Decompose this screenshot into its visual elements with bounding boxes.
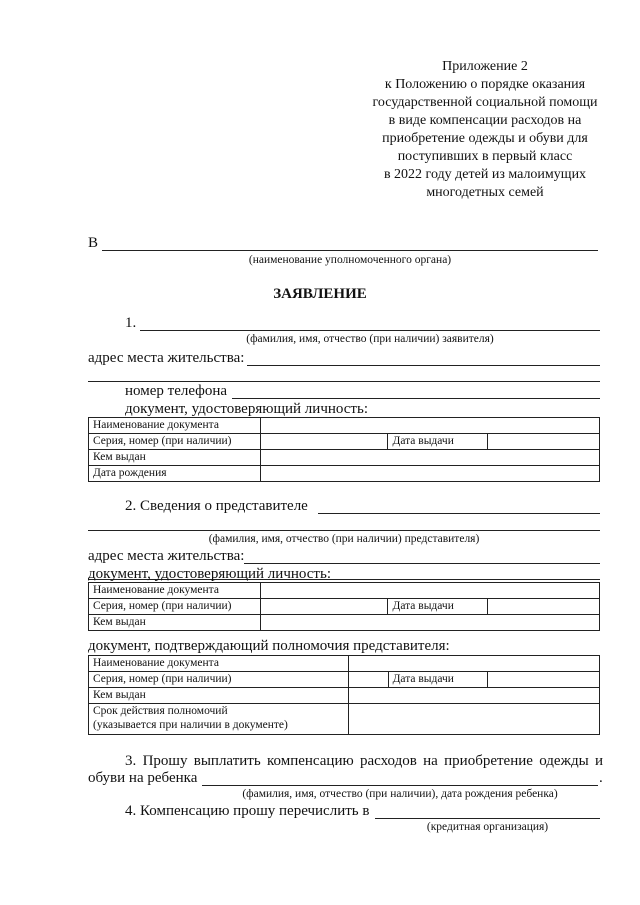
- validity-cell[interactable]: [348, 704, 599, 735]
- issue-date-label: Дата выдачи: [388, 434, 488, 450]
- issued-by-label: Кем выдан: [89, 450, 261, 466]
- applicant-address-field[interactable]: [247, 365, 600, 366]
- authority-doc-table: [88, 655, 600, 735]
- appendix-line: в виде компенсации расходов на: [388, 113, 582, 128]
- table-row: [89, 583, 600, 599]
- applicant-phone-field[interactable]: [232, 398, 600, 399]
- table-row: [89, 599, 600, 615]
- appendix-header: [350, 58, 620, 202]
- child-fio-field[interactable]: [202, 785, 598, 786]
- bank-field[interactable]: [375, 818, 600, 819]
- representative-fio-caption: (фамилия, имя, отчество (при наличии) представителя): [208, 533, 480, 545]
- section2-heading: 2. Сведения о представителе: [125, 498, 308, 514]
- representative-fio-field[interactable]: [88, 530, 600, 531]
- representative-id-table: [88, 582, 600, 631]
- validity-label: [89, 704, 349, 735]
- table-row: [89, 615, 600, 631]
- doc-name-cell[interactable]: [260, 583, 599, 599]
- addressee-caption: (наименование уполномоченного органа): [248, 254, 452, 266]
- issued-by-cell[interactable]: [260, 615, 599, 631]
- series-cell[interactable]: [348, 672, 388, 688]
- series-label: Серия, номер (при наличии): [89, 434, 261, 450]
- issued-by-cell[interactable]: [348, 688, 599, 704]
- representative-id-label: документ, удостоверяющий личность:: [88, 566, 331, 582]
- doc-name-cell[interactable]: [348, 656, 599, 672]
- appendix-line: Приложение 2: [442, 59, 528, 74]
- series-cell[interactable]: [260, 434, 388, 450]
- table-row: [89, 434, 600, 450]
- child-fio-caption: (фамилия, имя, отчество (при наличии), дата рождения ребенка): [242, 788, 558, 800]
- section3-text: 3. Прошу выплатить компенсацию расходов на приобретение одежды и: [125, 753, 603, 769]
- issued-by-label: Кем выдан: [89, 688, 349, 704]
- table-row: [89, 688, 600, 704]
- applicant-fio-field[interactable]: [140, 330, 600, 331]
- table-row: [89, 672, 600, 688]
- table-row: [89, 656, 600, 672]
- section3-period: .: [599, 770, 603, 786]
- appendix-line: в 2022 году детей из малоимущих: [383, 167, 587, 182]
- doc-name-label: Наименование документа: [89, 418, 261, 434]
- representative-address-field[interactable]: [244, 563, 600, 564]
- section1-number: 1.: [125, 315, 137, 331]
- table-row: [89, 704, 600, 735]
- applicant-id-table: [88, 417, 600, 482]
- doc-name-cell[interactable]: [260, 418, 599, 434]
- bank-caption: (кредитная организация): [426, 821, 549, 833]
- representative-address-label: адрес места жительства:: [88, 548, 245, 564]
- section4-text: 4. Компенсацию прошу перечислить в: [125, 803, 370, 819]
- doc-name-label: Наименование документа: [89, 656, 349, 672]
- issued-by-cell[interactable]: [260, 450, 599, 466]
- doc-name-label: Наименование документа: [89, 583, 261, 599]
- issue-date-cell[interactable]: [488, 434, 600, 450]
- document-title: ЗАЯВЛЕНИЕ: [273, 286, 367, 302]
- appendix-line: к Положению о порядке оказания: [384, 77, 586, 92]
- issue-date-label: Дата выдачи: [388, 599, 488, 615]
- representative-field[interactable]: [318, 513, 600, 514]
- series-label: Серия, номер (при наличии): [89, 599, 261, 615]
- issue-date-cell[interactable]: [488, 672, 600, 688]
- table-row: [89, 450, 600, 466]
- series-label: Серия, номер (при наличии): [89, 672, 349, 688]
- applicant-id-label: документ, удостоверяющий личность:: [125, 401, 368, 417]
- series-cell[interactable]: [260, 599, 388, 615]
- birth-date-label: Дата рождения: [89, 466, 261, 482]
- table-row: [89, 418, 600, 434]
- addressee-field[interactable]: [102, 250, 598, 251]
- appendix-line: многодетных семей: [426, 185, 544, 200]
- section3-child-label: обуви на ребенка: [88, 770, 198, 786]
- issue-date-label: Дата выдачи: [388, 672, 488, 688]
- applicant-address-field-2[interactable]: [88, 381, 600, 382]
- applicant-fio-caption: (фамилия, имя, отчество (при наличии) заявителя): [246, 333, 494, 345]
- appendix-line: государственной социальной помощи: [372, 95, 598, 110]
- validity-label-line1: Срок действия полномочий: [93, 705, 228, 717]
- issued-by-label: Кем выдан: [89, 615, 261, 631]
- appendix-line: приобретение одежды и обуви для: [382, 131, 588, 146]
- applicant-address-label: адрес места жительства:: [88, 350, 245, 366]
- table-row: [89, 466, 600, 482]
- applicant-phone-label: номер телефона: [125, 383, 228, 399]
- validity-label-line2: (указывается при наличии в документе): [93, 719, 288, 731]
- appendix-line: поступивших в первый класс: [397, 149, 573, 164]
- addressee-prefix: В: [88, 235, 99, 251]
- authority-doc-label: документ, подтверждающий полномочия представителя:: [88, 638, 450, 654]
- issue-date-cell[interactable]: [488, 599, 600, 615]
- birth-date-cell[interactable]: [260, 466, 599, 482]
